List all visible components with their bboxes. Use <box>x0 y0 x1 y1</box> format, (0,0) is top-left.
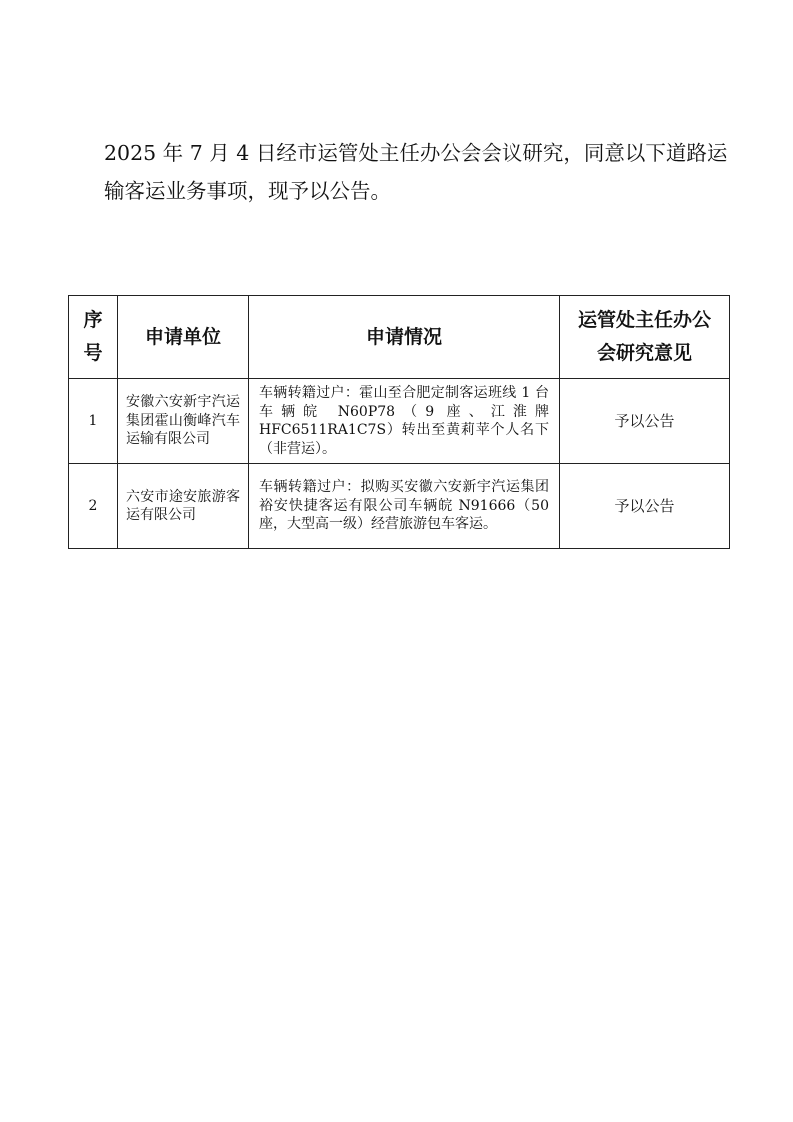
intro-line-2: 输客运业务事项，现予以公告。 <box>104 179 391 203</box>
header-opinion: 运管处主任办公会研究意见 <box>560 296 730 379</box>
table-row <box>69 379 730 464</box>
table-header-row <box>69 296 730 379</box>
row-seq: 1 <box>69 379 118 464</box>
business-items-table <box>68 295 730 549</box>
header-unit: 申请单位 <box>118 296 249 379</box>
row-unit: 六安市途安旅游客运有限公司 <box>118 464 249 549</box>
row-detail: 车辆转籍过户：霍山至合肥定制客运班线 1 台车辆皖 N60P78（9 座、江淮牌 HFC6511RA1C7S）转出至黄莉苹个人名下（非营运）。 <box>249 379 560 464</box>
row-detail: 车辆转籍过户：拟购买安徽六安新宇汽运集团裕安快捷客运有限公司车辆皖 N91666（50 座，大型高一级）经营旅游包车客运。 <box>249 464 560 549</box>
header-detail: 申请情况 <box>249 296 560 379</box>
intro-line-1: 2025 年 7 月 4 日经市运管处主任办公会会议研究，同意以下道路运 <box>104 141 728 165</box>
row-unit: 安徽六安新宇汽运集团霍山衡峰汽车运输有限公司 <box>118 379 249 464</box>
header-seq: 序号 <box>69 296 118 379</box>
announcement-intro <box>104 134 744 210</box>
row-seq: 2 <box>69 464 118 549</box>
table-row <box>69 464 730 549</box>
row-opinion: 予以公告 <box>560 464 730 549</box>
row-opinion: 予以公告 <box>560 379 730 464</box>
